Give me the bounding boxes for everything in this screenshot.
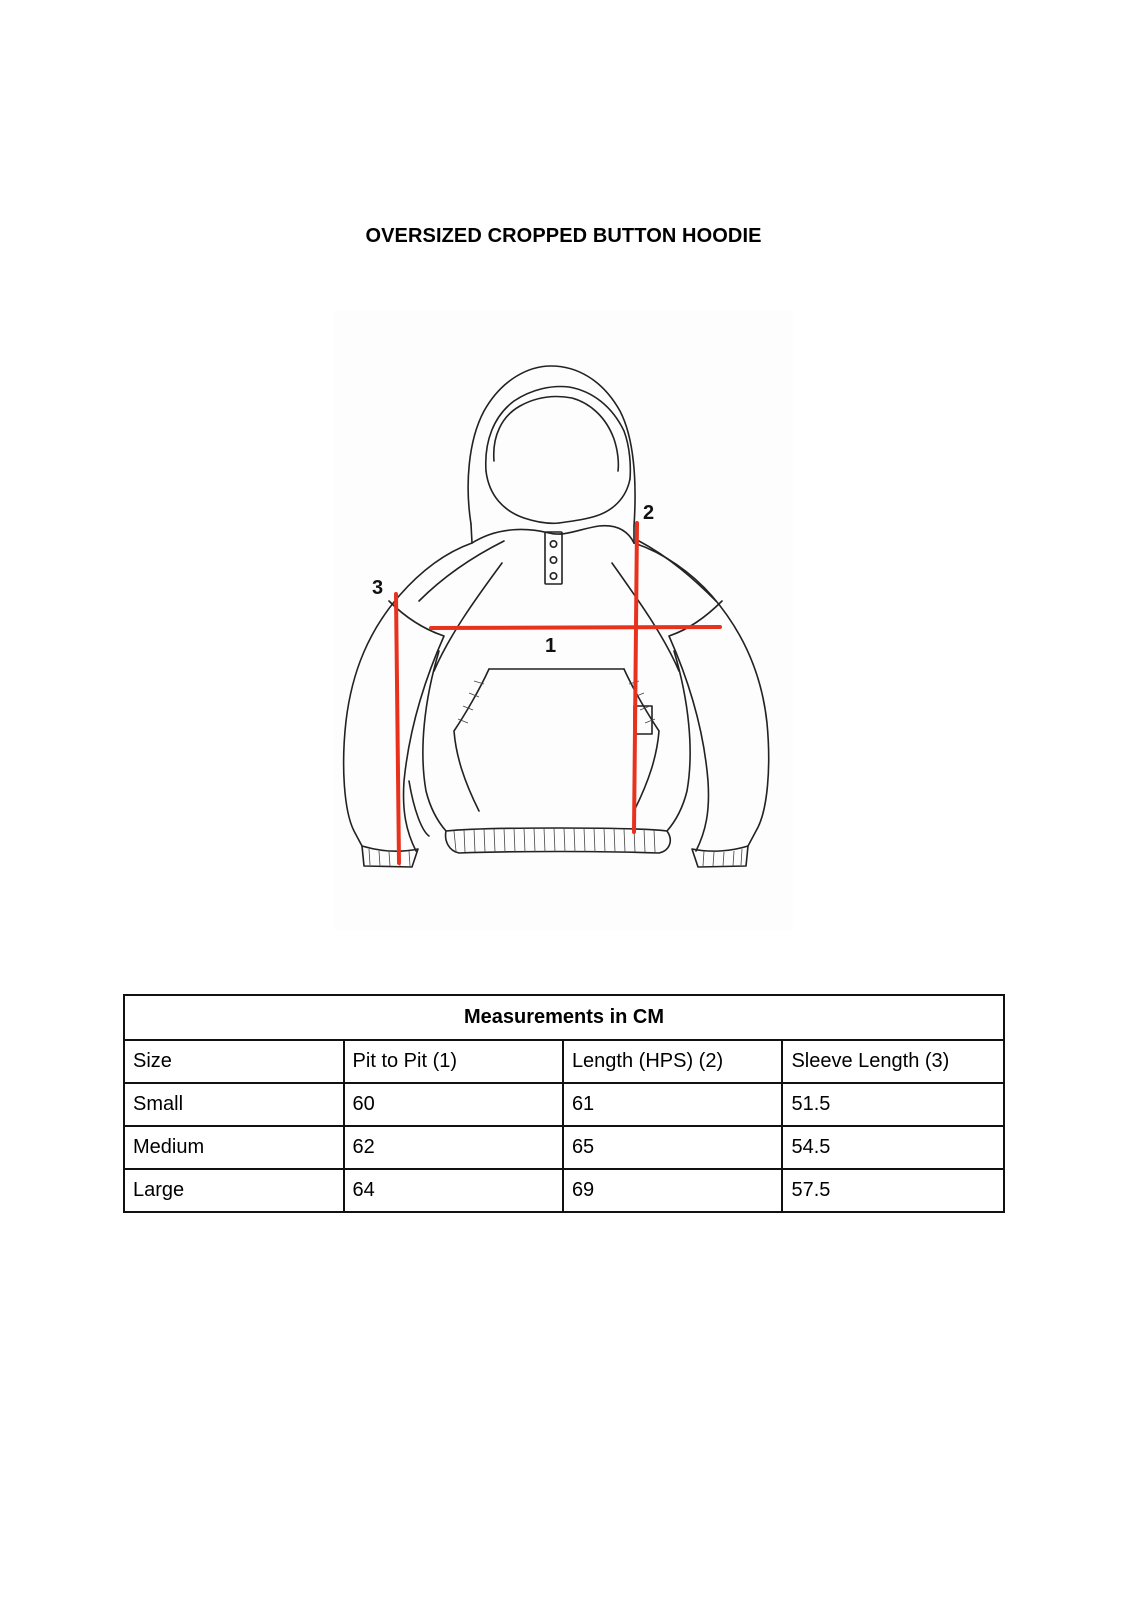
cell-sleeve-length: 54.5 bbox=[782, 1126, 1004, 1169]
hoodie-diagram bbox=[334, 311, 793, 930]
cell-size: Large bbox=[124, 1169, 344, 1212]
label-length-hps: 2 bbox=[643, 502, 655, 524]
header-length-hps: Length (HPS) (2) bbox=[563, 1040, 783, 1083]
cell-pit-to-pit: 64 bbox=[344, 1169, 563, 1212]
cell-length-hps: 61 bbox=[563, 1083, 783, 1126]
header-sleeve-length: Sleeve Length (3) bbox=[782, 1040, 1004, 1083]
header-size: Size bbox=[124, 1040, 344, 1083]
table-row bbox=[124, 1126, 1004, 1169]
cell-length-hps: 69 bbox=[563, 1169, 783, 1212]
cell-sleeve-length: 57.5 bbox=[782, 1169, 1004, 1212]
table-row bbox=[124, 1083, 1004, 1126]
header-pit-to-pit: Pit to Pit (1) bbox=[344, 1040, 563, 1083]
document-title: OVERSIZED CROPPED BUTTON HOODIE bbox=[365, 225, 762, 247]
table-header-row bbox=[124, 1040, 1004, 1083]
hoodie-line-drawing-icon bbox=[334, 311, 793, 930]
label-sleeve-length: 3 bbox=[372, 577, 384, 599]
cell-sleeve-length: 51.5 bbox=[782, 1083, 1004, 1126]
cell-size: Medium bbox=[124, 1126, 344, 1169]
label-pit-to-pit: 1 bbox=[545, 635, 557, 657]
cell-size: Small bbox=[124, 1083, 344, 1126]
measurements-table bbox=[123, 994, 1005, 1213]
measurement-lines bbox=[396, 523, 720, 863]
table-caption: Measurements in CM bbox=[124, 995, 1004, 1040]
cell-pit-to-pit: 60 bbox=[344, 1083, 563, 1126]
table-caption-row bbox=[124, 995, 1004, 1040]
cell-pit-to-pit: 62 bbox=[344, 1126, 563, 1169]
cell-length-hps: 65 bbox=[563, 1126, 783, 1169]
table-row bbox=[124, 1169, 1004, 1212]
